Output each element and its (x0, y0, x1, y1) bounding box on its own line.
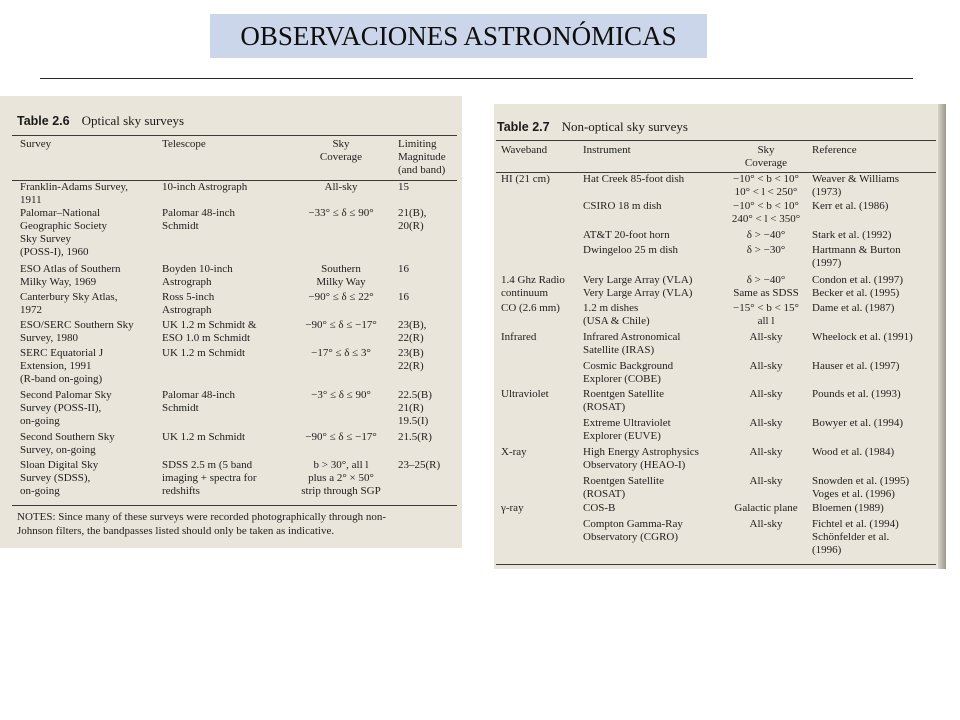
nonoptical-table-cell: Kerr et al. (1986) (812, 200, 889, 212)
nonoptical-table-cell: All-sky (749, 446, 783, 458)
nonoptical-table-cell: 1.2 m dishes (USA & Chile) (583, 302, 650, 327)
optical-table-cell: Palomar 48-inch Schmidt (162, 389, 236, 414)
nonoptical-table-cell: HI (21 cm) (501, 173, 550, 185)
column-header: Sky Coverage (319, 138, 363, 163)
optical-table-cell: Franklin-Adams Survey, 1911 (20, 181, 129, 206)
nonoptical-table-cell: Snowden et al. (1995) Voges et al. (1996) (812, 475, 910, 500)
column-header: Telescope (162, 138, 206, 150)
table-notes: NOTES: Since many of these surveys were recorded photographically through non- Johnson filters, the bandpasses listed should only be taken as indicative. (17, 511, 387, 537)
optical-table-cell: 22.5(B) 21(R) 19.5(I) (398, 389, 432, 427)
nonoptical-table-cell: All-sky (749, 417, 783, 429)
optical-table-cell: −17° ≤ δ ≤ 3° (311, 347, 371, 359)
optical-table-cell: Ross 5-inch Astrograph (162, 291, 215, 316)
nonoptical-table-cell: Roentgen Satellite (ROSAT) (583, 475, 664, 500)
nonoptical-table-cell: Pounds et al. (1993) (812, 388, 901, 400)
column-header: Survey (20, 138, 52, 150)
optical-table-cell: UK 1.2 m Schmidt (162, 431, 246, 443)
nonoptical-table-cell: δ > −40° Same as SDSS (733, 274, 799, 299)
optical-table-cell: ESO Atlas of Southern Milky Way, 1969 (20, 263, 121, 288)
column-header: Sky Coverage (744, 144, 788, 169)
optical-table-cell: SERC Equatorial J Extension, 1991 (R-band on-going) (20, 347, 104, 385)
nonoptical-table-cell: All-sky (749, 388, 783, 400)
nonoptical-table-cell: All-sky (749, 518, 783, 530)
nonoptical-table-cell: Dwingeloo 25 m dish (583, 244, 679, 256)
table-bottom-rule (496, 564, 936, 565)
optical-table-cell: 16 (398, 263, 409, 275)
nonoptical-table-cell: Bowyer et al. (1994) (812, 417, 904, 429)
optical-table-cell: UK 1.2 m Schmidt (162, 347, 246, 359)
optical-table-cell: −90° ≤ δ ≤ 22° (308, 291, 374, 303)
table-title: Optical sky surveys (81, 113, 185, 128)
nonoptical-surveys-table-scan (494, 104, 946, 569)
nonoptical-table-cell: Extreme Ultraviolet Explorer (EUVE) (583, 417, 671, 442)
table-caption (17, 113, 184, 129)
optical-table-cell: 10-inch Astrograph (162, 181, 248, 193)
table-caption (497, 119, 688, 135)
nonoptical-table-cell: COS-B (583, 502, 616, 514)
optical-table-cell: Sloan Digital Sky Survey (SDSS), on-going (20, 459, 99, 497)
nonoptical-table-cell: Hauser et al. (1997) (812, 360, 900, 372)
nonoptical-table-cell: CO (2.6 mm) (501, 302, 560, 314)
optical-table-cell: −90° ≤ δ ≤ −17° (305, 319, 377, 331)
table-top-rule (496, 140, 936, 141)
nonoptical-table-cell: δ > −40° (746, 229, 786, 241)
page-edge-shadow (938, 104, 946, 569)
column-header: Reference (812, 144, 857, 156)
optical-table-cell: Palomar–National Geographic Society Sky Survey (POSS-I), 1960 (20, 207, 108, 258)
optical-table-cell: −90° ≤ δ ≤ −17° (305, 431, 377, 443)
nonoptical-table-cell: Cosmic Background Explorer (COBE) (583, 360, 674, 385)
optical-table-cell: Second Southern Sky Survey, on-going (20, 431, 115, 456)
nonoptical-table-cell: Ultraviolet (501, 388, 549, 400)
table-label: Table 2.6 (17, 114, 70, 128)
nonoptical-table-cell: −10° < b < 10° 240° < l < 350° (731, 200, 801, 225)
optical-table-cell: 21.5(R) (398, 431, 432, 443)
nonoptical-table-cell: γ-ray (501, 502, 524, 514)
nonoptical-table-cell: Wood et al. (1984) (812, 446, 895, 458)
table-bottom-rule (12, 505, 457, 506)
nonoptical-table-cell: Stark et al. (1992) (812, 229, 892, 241)
optical-surveys-table-scan (0, 96, 462, 548)
nonoptical-table-cell: Weaver & Williams (1973) (812, 173, 900, 198)
optical-table-cell: UK 1.2 m Schmidt & ESO 1.0 m Schmidt (162, 319, 257, 344)
column-header: Instrument (583, 144, 631, 156)
optical-table-cell: 23–25(R) (398, 459, 441, 471)
table-title: Non-optical sky surveys (561, 119, 688, 134)
optical-table-cell: 15 (398, 181, 409, 193)
nonoptical-table-cell: Bloemen (1989) (812, 502, 884, 514)
nonoptical-table-cell: All-sky (749, 360, 783, 372)
table-top-rule (12, 135, 457, 136)
nonoptical-table-cell: Infrared Astronomical Satellite (IRAS) (583, 331, 681, 356)
nonoptical-table-cell: All-sky (749, 475, 783, 487)
optical-table-cell: SDSS 2.5 m (5 band imaging + spectra for redshifts (162, 459, 257, 497)
nonoptical-table-cell: CSIRO 18 m dish (583, 200, 662, 212)
optical-table-cell: 23(B), 22(R) (398, 319, 427, 344)
nonoptical-table-cell: AT&T 20-foot horn (583, 229, 670, 241)
optical-table-cell: −3° ≤ δ ≤ 90° (311, 389, 371, 401)
nonoptical-table-cell: δ > −30° (746, 244, 786, 256)
nonoptical-table-cell: Condon et al. (1997) Becker et al. (1995) (812, 274, 904, 299)
nonoptical-table-cell: Galactic plane (734, 502, 798, 514)
optical-table-cell: Southern Milky Way (316, 263, 366, 288)
nonoptical-table-cell: Infrared (501, 331, 537, 343)
optical-table-cell: Canterbury Sky Atlas, 1972 (20, 291, 118, 316)
nonoptical-table-cell: Very Large Array (VLA) Very Large Array (VLA) (583, 274, 693, 299)
nonoptical-table-cell: −15° < b < 15° all l (733, 302, 799, 327)
slide-title: OBSERVACIONES ASTRONÓMICAS (210, 14, 707, 58)
optical-table-cell: 23(B) 22(R) (398, 347, 424, 372)
nonoptical-table-cell: 1.4 Ghz Radio continuum (501, 274, 565, 299)
optical-table-cell: All-sky (324, 181, 358, 193)
nonoptical-table-cell: Fichtel et al. (1994) Schönfelder et al. (1996) (812, 518, 899, 556)
nonoptical-table-cell: Hartmann & Burton (1997) (812, 244, 901, 269)
optical-table-cell: b > 30°, all l plus a 2° × 50° strip through SGP (301, 459, 381, 497)
optical-table-cell: Palomar 48-inch Schmidt (162, 207, 236, 232)
optical-table-cell: ESO/SERC Southern Sky Survey, 1980 (20, 319, 134, 344)
nonoptical-table-cell: All-sky (749, 331, 783, 343)
nonoptical-table-cell: Roentgen Satellite (ROSAT) (583, 388, 664, 413)
title-divider (40, 78, 913, 79)
nonoptical-table-cell: Wheelock et al. (1991) (812, 331, 913, 343)
nonoptical-table-cell: Hat Creek 85-foot dish (583, 173, 685, 185)
nonoptical-table-cell: −10° < b < 10° 10° < l < 250° (733, 173, 799, 198)
nonoptical-table-cell: Dame et al. (1987) (812, 302, 895, 314)
optical-table-cell: −33° ≤ δ ≤ 90° (308, 207, 374, 219)
column-header: Waveband (501, 144, 548, 156)
optical-table-cell: Boyden 10-inch Astrograph (162, 263, 233, 288)
nonoptical-table-cell: High Energy Astrophysics Observatory (HEAO-I) (583, 446, 699, 471)
nonoptical-table-cell: X-ray (501, 446, 527, 458)
optical-table-cell: Second Palomar Sky Survey (POSS-II), on-going (20, 389, 112, 427)
nonoptical-table-cell: Compton Gamma-Ray Observatory (CGRO) (583, 518, 683, 543)
optical-table-cell: 16 (398, 291, 409, 303)
column-header: Limiting Magnitude (and band) (398, 138, 446, 176)
optical-table-cell: 21(B), 20(R) (398, 207, 427, 232)
table-label: Table 2.7 (497, 120, 550, 134)
